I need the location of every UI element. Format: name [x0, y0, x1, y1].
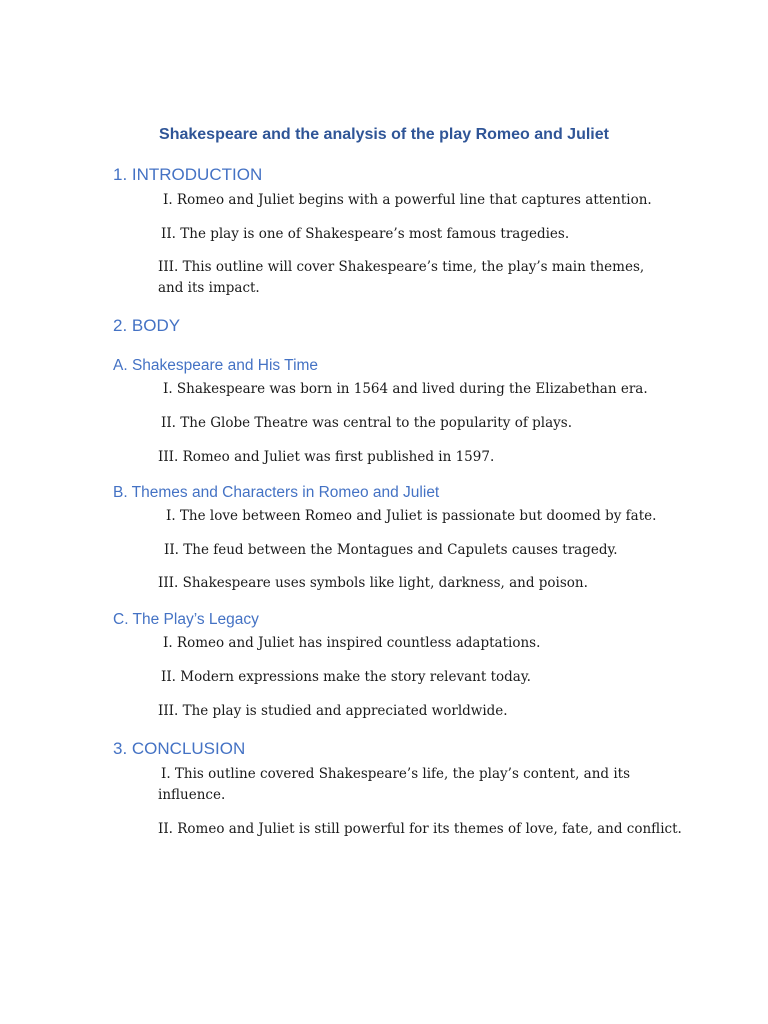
- section-a-item-2: II. The Globe Theatre was central to the popularity of plays.: [161, 415, 572, 431]
- section-b-heading: B. Themes and Characters in Romeo and Juliet: [113, 484, 440, 501]
- section-b-item-2: II. The feud between the Montagues and Capulets causes tragedy.: [164, 542, 618, 558]
- section-a-heading: A. Shakespeare and His Time: [113, 357, 319, 374]
- introduction-item-2: II. The play is one of Shakespeare’s most famous tragedies.: [161, 226, 570, 242]
- section-c-item-3: III. The play is studied and appreciated worldwide.: [158, 703, 508, 719]
- section-c-item-2: II. Modern expressions make the story relevant today.: [161, 669, 531, 685]
- body-heading: 2. BODY: [113, 316, 181, 335]
- document-title: Shakespeare and the analysis of the play Romeo and Juliet: [159, 126, 609, 143]
- introduction-item-1: I. Romeo and Juliet begins with a powerful line that captures attention.: [163, 192, 652, 208]
- conclusion-item-1: I. This outline covered Shakespeare’s life, the play’s content, and its influence.: [158, 766, 631, 803]
- section-a-item-1: I. Shakespeare was born in 1564 and lived during the Elizabethan era.: [163, 381, 648, 397]
- section-b-item-3: III. Shakespeare uses symbols like light, darkness, and poison.: [158, 575, 588, 591]
- section-b-item-1: I. The love between Romeo and Juliet is passionate but doomed by fate.: [166, 508, 657, 524]
- section-a-item-3: III. Romeo and Juliet was first published in 1597.: [158, 449, 495, 465]
- conclusion-item-2: II. Romeo and Juliet is still powerful for its themes of love, fate, and conflict.: [158, 821, 682, 837]
- conclusion-heading: 3. CONCLUSION: [113, 739, 246, 758]
- introduction-item-3: III. This outline will cover Shakespeare’s time, the play’s main themes, and its impact.: [158, 259, 645, 296]
- section-c-item-1: I. Romeo and Juliet has inspired countless adaptations.: [163, 635, 541, 651]
- introduction-heading: 1. INTRODUCTION: [113, 165, 263, 184]
- section-c-heading: C. The Play’s Legacy: [113, 611, 259, 628]
